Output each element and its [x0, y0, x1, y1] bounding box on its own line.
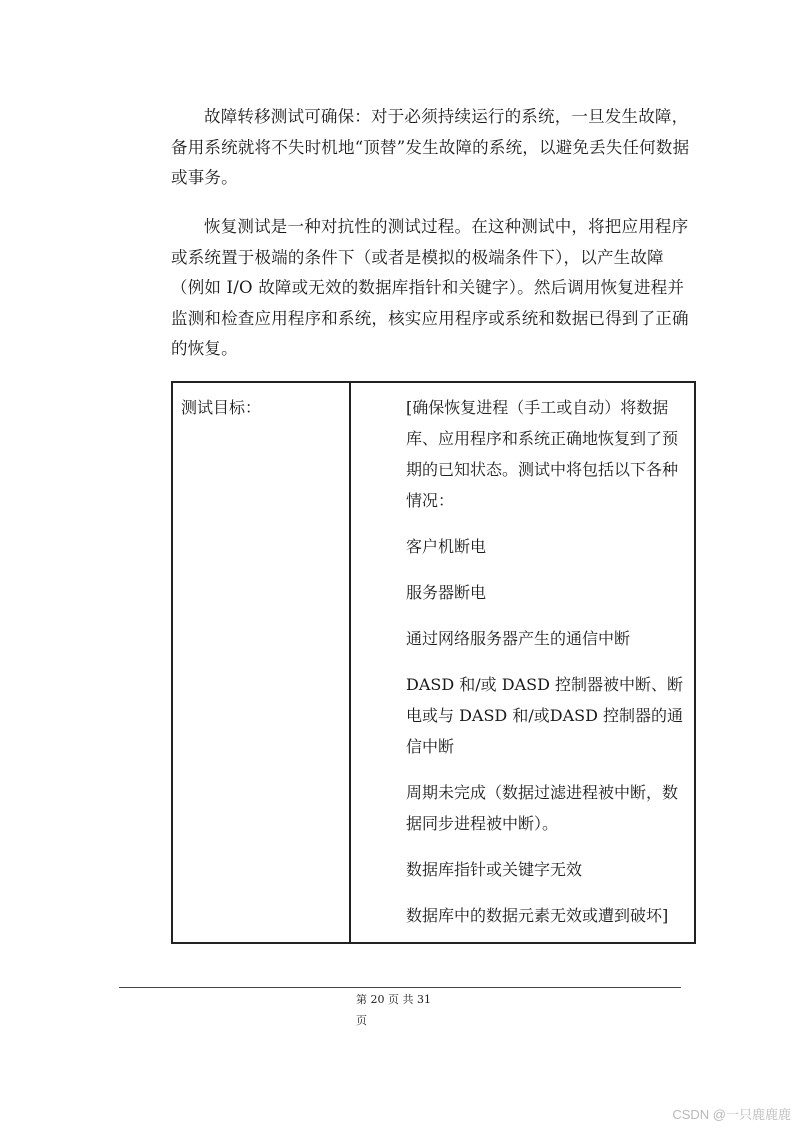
table-column-divider — [349, 383, 351, 942]
list-item: 数据库指针或关键字无效 — [406, 860, 583, 879]
page-number — [356, 989, 431, 1031]
list-item: [确保恢复进程（手工或自动）将数据库、应用程序和系统正确地恢复到了预期的已知状态。测试中将包括以下各种情况： — [406, 398, 679, 510]
table-content — [406, 392, 688, 946]
list-item: 客户机断电 — [406, 537, 487, 556]
footer-divider — [119, 987, 681, 988]
list-item: 服务器断电 — [406, 583, 487, 602]
table-label-test-objective: 测试目标： — [181, 398, 262, 417]
watermark: CSDN @一只鹿鹿鹿 — [672, 1107, 791, 1122]
list-item: 周期未完成（数据过滤进程被中断，数据同步进程被中断）。 — [406, 783, 679, 833]
page-number-line2: 页 — [356, 1014, 367, 1027]
paragraph-failover: 故障转移测试可确保：对于必须持续运行的系统，一旦发生故障，备用系统就将不失时机地“顶替”发生故障的系统，以避免丢失任何数据或事务。 — [171, 107, 690, 187]
page-number-line1: 第 20 页 共 31 — [356, 993, 431, 1006]
paragraph-recovery: 恢复测试是一种对抗性的测试过程。在这种测试中，将把应用程序或系统置于极端的条件下（或者是模拟的极端条件下），以产生故障（例如 I/O 故障或无效的数据库指针和关键字）。然后调用恢复进程并监测和检查应用程序和系统，核实应用程序或系统和数据已得到了正确的恢复。 — [171, 217, 689, 358]
list-item: DASD 和/或 DASD 控制器被中断、断电或与 DASD 和/或DASD 控制器的通信中断 — [406, 675, 683, 756]
list-item: 通过网络服务器产生的通信中断 — [406, 629, 631, 648]
test-objective-table — [171, 381, 696, 944]
list-item: 数据库中的数据元素无效或遭到破坏] — [406, 906, 669, 925]
